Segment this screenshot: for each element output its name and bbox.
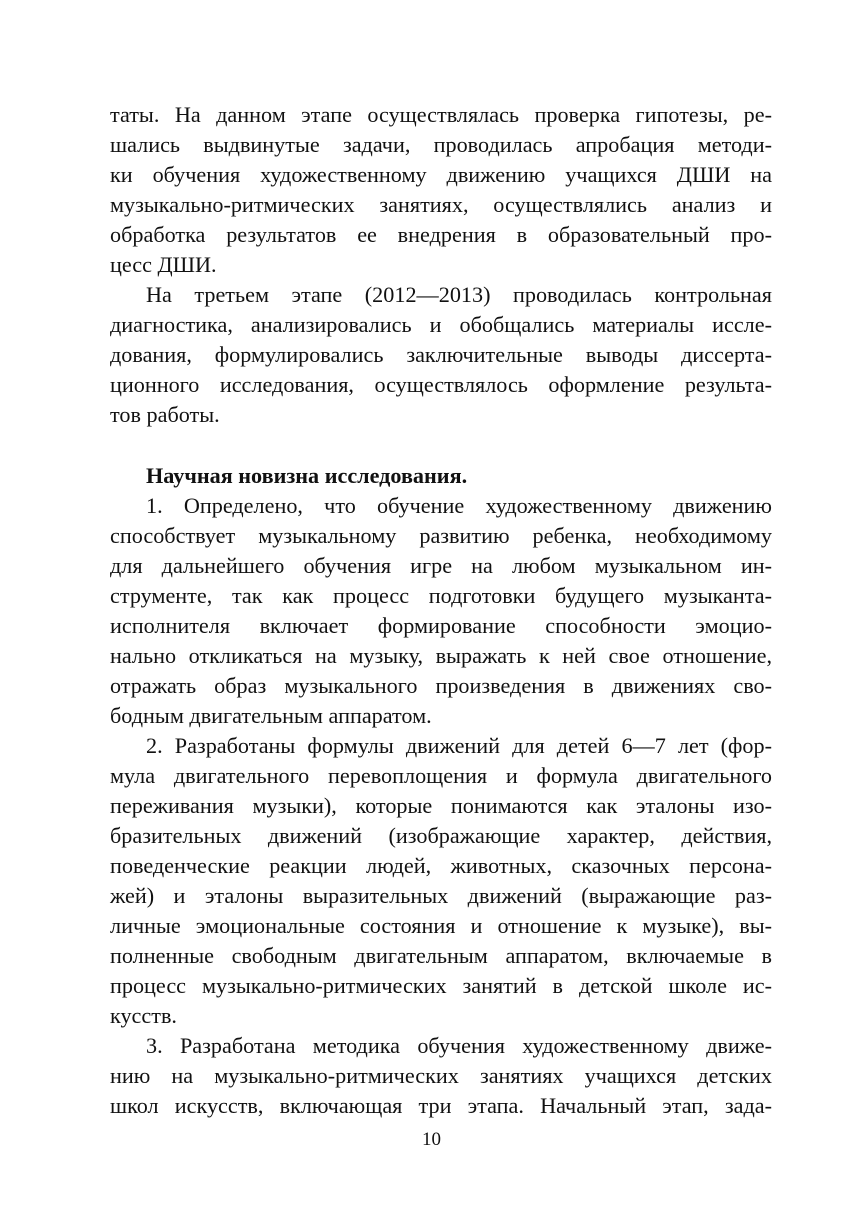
page-body xyxy=(110,100,772,1121)
text-line: ки обучения художественному движению учащихся ДШИ на xyxy=(110,162,772,187)
text-line: мула двигательного перевоплощения и формула двигательного xyxy=(110,763,772,788)
text-line: способствует музыкальному развитию ребенка, необходимому xyxy=(110,523,772,548)
page-number: 10 xyxy=(422,1129,441,1150)
section-heading: Научная новизна исследования. xyxy=(146,463,468,488)
text-line: нию на музыкально-ритмических занятиях учащихся детских xyxy=(110,1063,772,1088)
text-line: бодным двигательным аппаратом. xyxy=(110,703,432,728)
text-line: ционного исследования, осуществлялось оформление результа- xyxy=(110,372,772,397)
text-line: диагностика, анализировались и обобщались материалы иссле- xyxy=(110,312,772,337)
text-line: тов работы. xyxy=(110,402,220,427)
novelty-item-1 xyxy=(110,491,772,731)
text-line: полненные свободным двигательным аппаратом, включаемые в xyxy=(110,943,772,968)
text-line: для дальнейшего обучения игре на любом музыкальном ин- xyxy=(110,553,772,578)
text-line: струменте, так как процесс подготовки будущего музыканта- xyxy=(110,583,772,608)
section-gap xyxy=(110,430,772,461)
text-line: жей) и эталоны выразительных движений (выражающие раз- xyxy=(110,883,772,908)
text-line: цесс ДШИ. xyxy=(110,252,217,277)
text-line: 2. Разработаны формулы движений для детей 6—7 лет (фор- xyxy=(146,733,772,758)
text-line: исполнителя включает формирование способности эмоцио- xyxy=(110,613,772,638)
text-line: бразительных движений (изображающие характер, действия, xyxy=(110,823,772,848)
novelty-item-3 xyxy=(110,1031,772,1121)
text-line: отражать образ музыкального произведения в движениях сво- xyxy=(110,673,772,698)
text-line: обработка результатов ее внедрения в образовательный про- xyxy=(110,222,772,247)
text-line: школ искусств, включающая три этапа. Начальный этап, зада- xyxy=(110,1093,772,1118)
text-line: кусств. xyxy=(110,1003,177,1028)
text-line: шались выдвинутые задачи, проводилась апробация методи- xyxy=(110,132,772,157)
text-line: нально откликаться на музыку, выражать к ней свое отношение, xyxy=(110,643,772,668)
text-line: 1. Определено, что обучение художественному движению xyxy=(146,493,772,518)
text-line: личные эмоциональные состояния и отношение к музыке), вы- xyxy=(110,913,772,938)
text-line: таты. На данном этапе осуществлялась проверка гипотезы, ре- xyxy=(110,102,772,127)
text-line: процесс музыкально-ритмических занятий в детской школе ис- xyxy=(110,973,772,998)
text-line: переживания музыки), которые понимаются как эталоны изо- xyxy=(110,793,772,818)
paragraph-stages-continued xyxy=(110,100,772,280)
text-line: поведенческие реакции людей, животных, сказочных персона- xyxy=(110,853,772,878)
text-line: дования, формулировались заключительные выводы диссерта- xyxy=(110,342,772,367)
text-line: 3. Разработана методика обучения художественному движе- xyxy=(146,1033,772,1058)
novelty-item-2 xyxy=(110,731,772,1031)
text-line: На третьем этапе (2012—2013) проводилась контрольная xyxy=(146,282,772,307)
text-line: музыкально-ритмических занятиях, осуществлялись анализ и xyxy=(110,192,772,217)
paragraph-third-stage xyxy=(110,280,772,430)
